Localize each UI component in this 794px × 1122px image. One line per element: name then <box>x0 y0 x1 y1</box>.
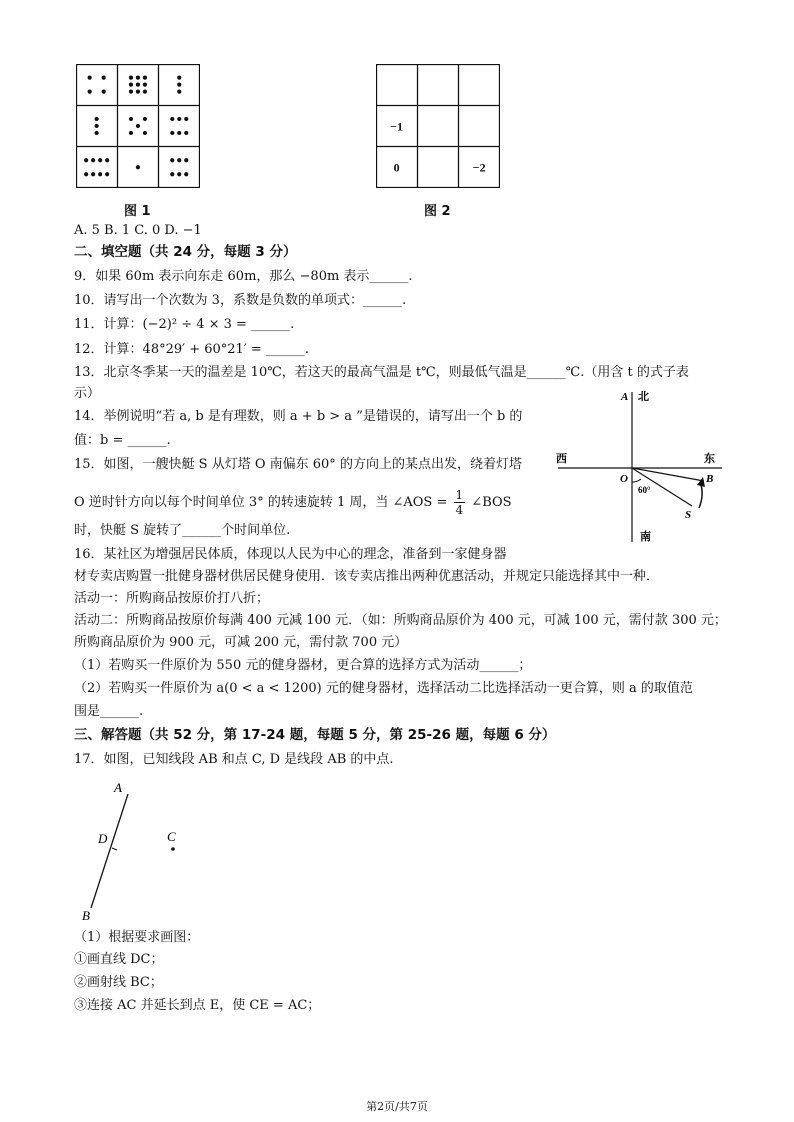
page-footer: 第2页/共7页 <box>366 1100 428 1113</box>
fraction <box>454 488 466 517</box>
fig1-dot <box>136 90 140 94</box>
figure-1-caption: 图 1 <box>124 204 151 219</box>
fraction-denominator: 4 <box>455 503 464 517</box>
segment-label-D: D <box>98 831 108 846</box>
fig1-dot <box>88 90 92 94</box>
question-16-part-2: （2）若购买一件原价为 a(0 < a < 1200) 元的健身器材，选择活动二比选择活动一更合算，则 a 的取值范 <box>74 681 693 696</box>
fig1-dot <box>170 172 174 176</box>
fig1-dot <box>129 76 133 80</box>
fig1-dot <box>136 76 140 80</box>
compass-label-angle: 60° <box>638 485 651 495</box>
fig1-dot <box>129 117 133 121</box>
fig1-dot <box>184 172 188 176</box>
fig1-dot <box>143 131 147 135</box>
question-15-line-1: 15．如图，一艘快艇 S 从灯塔 O 南偏东 60° 的方向上的某点出发，绕着灯塔 <box>74 457 522 472</box>
fig1-dot <box>102 76 106 80</box>
point-C <box>171 847 175 851</box>
section-3-title: 三、解答题（共 52 分，第 17-24 题，每题 5 分，第 25-26 题，每题 6 分） <box>74 727 556 743</box>
fig1-dot <box>129 83 133 87</box>
question-16-part-1: （1）若购买一件原价为 550 元的健身器材，更合算的选择方式为活动______； <box>74 658 532 673</box>
question-8-options: A. 5 B. 1 C. 0 D. −1 <box>74 223 202 238</box>
question-17-part-1: （1）根据要求画图： <box>74 930 200 945</box>
question-9: 9．如果 60m 表示向东走 60m，那么 −80m 表示______. <box>74 269 413 284</box>
compass-label-A: A <box>621 391 629 403</box>
question-17: 17．如图，已知线段 AB 和点 C, D 是线段 AB 的中点. <box>74 752 394 767</box>
figure-1-dot-grid <box>76 64 200 188</box>
fig1-dot <box>129 90 133 94</box>
question-17-step-2: ②画射线 BC； <box>74 975 163 990</box>
fig1-dot <box>170 131 174 135</box>
segment-label-A: A <box>114 780 122 795</box>
question-16-line-2: 材专卖店购置一批健身器材供居民健身使用．该专卖店推出两种优惠活动，并规定只能选择其中一种． <box>74 569 660 584</box>
fig1-dot <box>143 117 147 121</box>
fig1-dot <box>177 117 181 121</box>
question-17-step-1: ①画直线 DC； <box>74 952 164 967</box>
fig1-dot <box>184 117 188 121</box>
compass-figure <box>552 386 732 548</box>
question-16-activity-2-cont: 所购商品原价为 900 元，可减 200 元，需付款 700 元） <box>74 635 408 650</box>
fig1-dot <box>184 158 188 162</box>
fig1-dot <box>102 90 106 94</box>
compass-label-S: S <box>685 509 692 521</box>
fraction-numerator: 1 <box>455 488 464 502</box>
question-13-line-1: 13．北京冬季某一天的温差是 10℃，若这天的最高气温是 t℃，则最低气温是______℃.（用含 t 的式子表 <box>74 365 689 380</box>
compass-label-B: B <box>706 473 714 485</box>
fig1-dot <box>136 124 140 128</box>
fig1-dot <box>170 158 174 162</box>
fig1-dot <box>177 76 181 80</box>
question-15-text-after-fraction: ∠BOS <box>471 495 512 510</box>
fig1-dot <box>136 165 140 169</box>
fig1-dot <box>177 172 181 176</box>
fig2-cell-value: 0 <box>393 160 400 175</box>
compass-label-north: 北 <box>638 391 649 403</box>
fig1-dot <box>95 131 99 135</box>
fig1-dot <box>105 172 109 176</box>
fig1-dot <box>177 90 181 94</box>
compass-label-west: 西 <box>556 453 567 465</box>
fig1-dot <box>88 76 92 80</box>
fig1-dot <box>95 117 99 121</box>
fig1-dot <box>177 83 181 87</box>
question-12: 12．计算：48°29′ + 60°21′ = ______. <box>74 342 310 357</box>
fig1-dot <box>84 172 88 176</box>
segment-ab-figure <box>74 776 214 926</box>
question-16-activity-1: 活动一：所购商品按原价打八折； <box>74 591 270 606</box>
fig1-dot <box>143 76 147 80</box>
compass-label-east: 东 <box>704 453 715 465</box>
fig1-dot <box>170 117 174 121</box>
section-2-title: 二、填空题（共 24 分，每题 3 分） <box>74 244 297 260</box>
question-16-part-2-cont: 围是______. <box>74 704 144 719</box>
fig1-dot <box>105 158 109 162</box>
question-15-line-3: 时，快艇 S 旋转了______个时间单位. <box>74 523 291 538</box>
fig1-dot <box>184 131 188 135</box>
fig2-cell-value: −1 <box>390 119 404 134</box>
fig1-dot <box>129 131 133 135</box>
fig1-dot <box>177 131 181 135</box>
compass-label-south: 南 <box>640 531 651 543</box>
fig1-dot <box>143 83 147 87</box>
question-15-line-2 <box>74 488 512 517</box>
question-11: 11．计算：(−2)² ÷ 4 × 3 = ______. <box>74 317 295 332</box>
fig1-dot <box>136 83 140 87</box>
question-13-line-2: 示） <box>74 386 101 401</box>
fig1-dot <box>91 172 95 176</box>
fig1-dot <box>143 90 147 94</box>
question-14-line-2: 值：b = ______. <box>74 433 171 448</box>
fig1-dot <box>95 124 99 128</box>
question-16-activity-2: 活动二：所购商品按原价每满 400 元减 100 元．（如：所购商品原价为 400 元，可减 100 元，需付款 300 元； <box>74 613 727 628</box>
fig1-dot <box>177 158 181 162</box>
segment-label-B: B <box>82 908 90 923</box>
fig2-cell-value: −2 <box>472 160 486 175</box>
compass-label-O: O <box>620 473 628 485</box>
fig1-dot <box>84 158 88 162</box>
fig1-dot <box>98 172 102 176</box>
fig1-dot <box>91 158 95 162</box>
question-14-line-1: 14．举例说明“若 a, b 是有理数，则 a + b > a ”是错误的，请写出一个 b 的 <box>74 409 523 424</box>
question-17-step-3: ③连接 AC 并延长到点 E，使 CE = AC； <box>74 998 321 1013</box>
question-16-line-1: 16．某社区为增强居民体质，体现以人民为中心的理念，准备到一家健身器 <box>74 547 507 562</box>
figure-2-number-grid <box>376 64 500 188</box>
segment-label-C: C <box>167 829 176 844</box>
question-15-text-before-fraction: O 逆时针方向以每个时间单位 3° 的转速旋转 1 周，当 ∠AOS = <box>74 495 448 510</box>
figure-2-caption: 图 2 <box>424 204 451 219</box>
fig1-dot <box>98 158 102 162</box>
question-10: 10．请写出一个次数为 3，系数是负数的单项式：______. <box>74 293 407 308</box>
